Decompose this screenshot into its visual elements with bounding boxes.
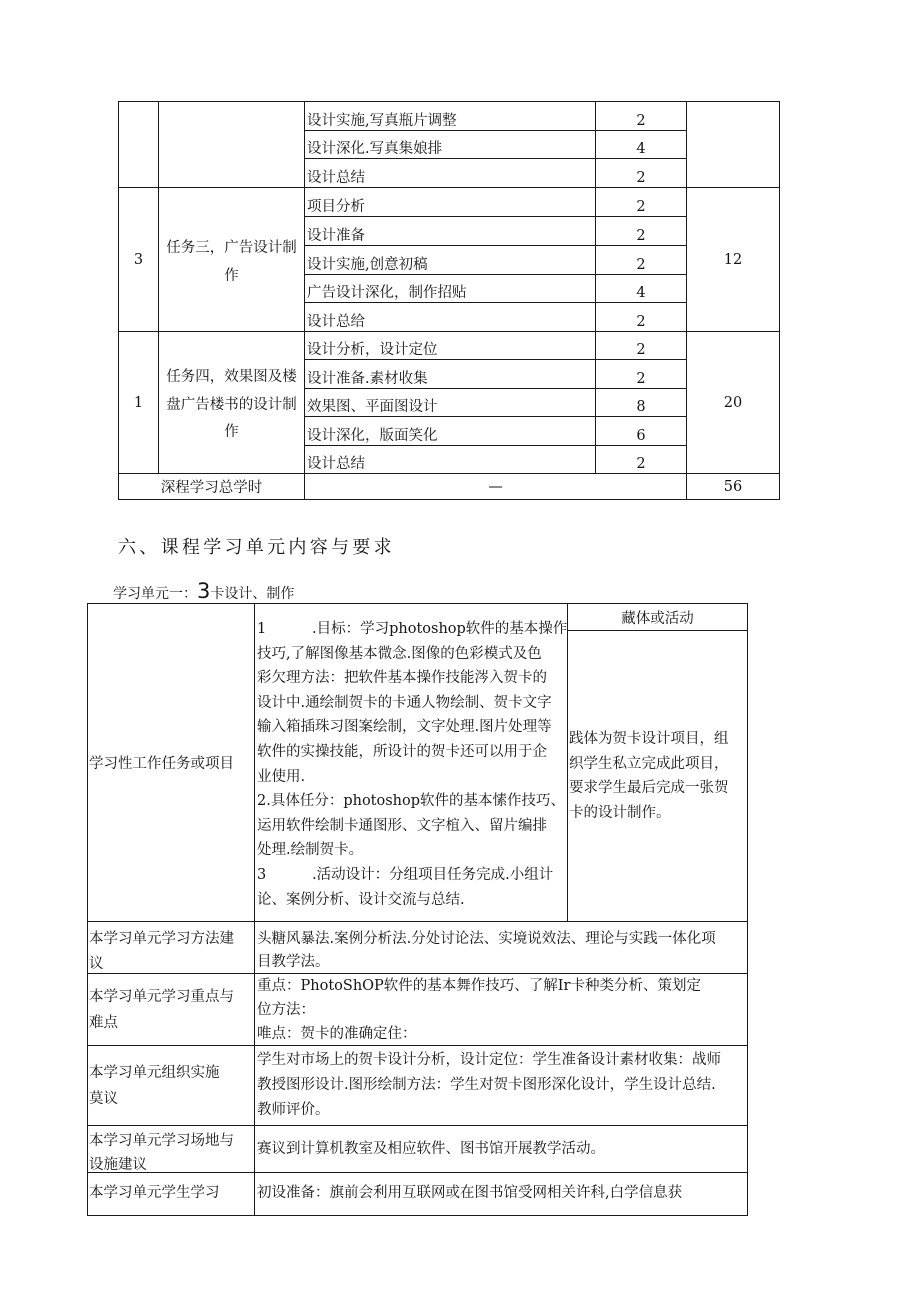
row-label-student-learning [88,1173,255,1216]
subtask-name: 设计总给 [305,303,596,332]
row-label-line: 议 [89,956,104,972]
row-label-line: 本学习单元学习场地与 [89,1133,234,1149]
task-name-line: 作 [224,267,239,284]
task-description [255,604,568,922]
organization-content [255,1046,748,1126]
content-line: 教师评价。 [257,1102,330,1118]
content-line: 初设准备：旗前会利用互联网或在图书馆受网相关许科,白学信息获 [257,1185,683,1201]
task-description-line [257,863,567,888]
task-name-cell [159,102,305,188]
task-description-line: 运用软件绘制卡通图形、文字椬入、留片编排 [257,817,547,834]
activity-line: 要求学生最后完成一张贺 [569,780,729,796]
unit-title-prefix: 学习单元一： [113,586,197,602]
activity-column-header: 藏体或活动 [568,604,748,631]
key-points-content [255,974,748,1046]
row-label-line: 本学习单元组织实施 [89,1064,220,1081]
list-marker: 3 [257,866,267,883]
task-description-line: 业使用. [257,768,306,785]
subtask-name: 设计深化.写真集娘排 [305,131,596,159]
task-name-line: 任务三，广告设计制 [166,240,297,256]
task-total: 12 [687,188,780,332]
subtask-hours: 2 [596,360,687,389]
list-marker: 1 [257,621,267,637]
method-content [255,922,748,974]
subtask-hours: 2 [596,159,687,188]
row-label-line: 学习性工作任务或项目 [89,756,234,772]
activity-description [568,631,748,922]
row-label-line: 难点 [89,1014,118,1031]
subtask-hours: 2 [596,246,687,275]
subtask-name: 设计实施,创意初稿 [305,246,596,275]
subtask-hours: 2 [596,332,687,360]
unit-title-number: 3 [197,579,211,603]
row-label-organization [88,1046,255,1126]
subtask-hours: 2 [596,188,687,217]
activity-line: 卡的设计制作。 [569,804,671,821]
task-description-line: 2.具体任分：photoshop软件的基本愫作技巧、 [257,793,566,810]
row-label-method [88,922,255,974]
task-description-line: 设计中.通绘制贺卡的卡通人物绘制、贺卡文字 [257,694,552,711]
subtask-name: 设计实施,写真瓶片调整 [305,102,596,131]
subtask-hours: 2 [596,303,687,332]
subtask-hours: 2 [596,446,687,474]
total-hours-dash: — [305,474,687,500]
subtask-hours: 2 [596,217,687,246]
task-number: 3 [119,188,159,332]
row-label-line: 莫议 [89,1090,118,1107]
activity-line: 践体为贺卡设计项目，组 [569,731,729,747]
content-line: 头糖风暴法.案例分析法.分处讨论法、实境说效法、理论与实践一体化项 [257,931,716,947]
task-description-line: 输入箱插珠习图案绘制，文字处理.图片处理等 [257,719,552,736]
unit-title [113,579,294,606]
unit-title-suffix: 卡设计、制作 [210,586,295,602]
row-label-task [88,604,255,922]
task-name-line: 盘广告楼书的设计制 [166,396,297,413]
subtask-name: 效果图、平面图设计 [305,389,596,417]
subtask-name: 设计准备.素材收集 [305,360,596,389]
content-line: 重点：PhotoShOP软件的基本舞作技巧、了解Ir卡种类分析、策划定 [257,978,701,994]
task-description-line [257,617,567,642]
subtask-name: 设计准备 [305,217,596,246]
task-total-cell [687,102,780,188]
row-label-line: 本学习单元学生学习 [89,1185,220,1201]
task-total: 20 [687,332,780,474]
content-line: 学生对市场上的贺卡设计分析，设计定位：学生准备设计素材收集：战师 [257,1052,721,1068]
content-line: 目教学法。 [257,954,330,970]
subtask-name: 设计深化，版面笑化 [305,417,596,446]
content-line: 位方法： [257,1002,315,1018]
task-description-line: 软件的实操技能，所设计的贺卡还可以用于企 [257,743,547,760]
content-line: 唯点：贺卡的准确定住： [257,1026,417,1042]
venue-content [255,1126,748,1173]
learning-unit-table [87,603,748,1216]
subtask-hours: 2 [596,102,687,131]
row-label-line: 本学习单元学习重点与 [89,988,234,1005]
subtask-name: 设计分析，设计定位 [305,332,596,360]
course-hours-table [118,101,780,500]
student-learning-content [255,1173,748,1216]
section-heading: 六、课程学习单元内容与要求 [118,537,395,558]
task-description-line: 彩欠理方法：把软件基本操作技能涔入贺卡的 [257,670,547,687]
task-name-cell [159,332,305,474]
row-label-line: 设施建议 [89,1157,147,1173]
subtask-name: 设计总结 [305,446,596,474]
subtask-hours: 8 [596,389,687,417]
task-description-line: 论、案例分析、设计交流与总结. [257,891,465,908]
task-name-line: 作 [224,424,239,441]
subtask-hours: 4 [596,131,687,159]
task-number-cell [119,102,159,188]
task-number: 1 [119,332,159,474]
total-hours-value: 56 [687,474,780,500]
content-line: 赛议到计算机教室及相应软件、图书馆开展教学活动。 [257,1141,605,1157]
subtask-name: 广告设计深化，制作招贴 [305,275,596,303]
subtask-name: 项目分析 [305,188,596,217]
list-text: .目标：学习photoshop软件的基本操作 [312,621,567,637]
row-label-venue [88,1126,255,1173]
task-name-cell [159,188,305,332]
total-hours-label: 深程学习总学时 [119,474,305,500]
row-label-key-points [88,974,255,1046]
subtask-hours: 4 [596,275,687,303]
list-text: .活动设计：分组项目任务完成.小组计 [312,866,554,883]
row-label-line: 本学习单元学习方法建 [89,931,234,947]
content-line: 教授图形设计.图形绘制方法：学生对贺卡图形深化设计，学生设计总结. [257,1077,716,1093]
subtask-name: 设计总结 [305,159,596,188]
task-description-line: 处理.绘制贺卡。 [257,842,364,859]
subtask-hours: 6 [596,417,687,446]
activity-line: 织学生私立完成此项目， [569,755,729,772]
task-name-line: 任务四，效果图及楼 [166,369,297,386]
task-description-line: 技巧,了解图像基本微念.图像的色彩模式及色 [257,645,542,662]
